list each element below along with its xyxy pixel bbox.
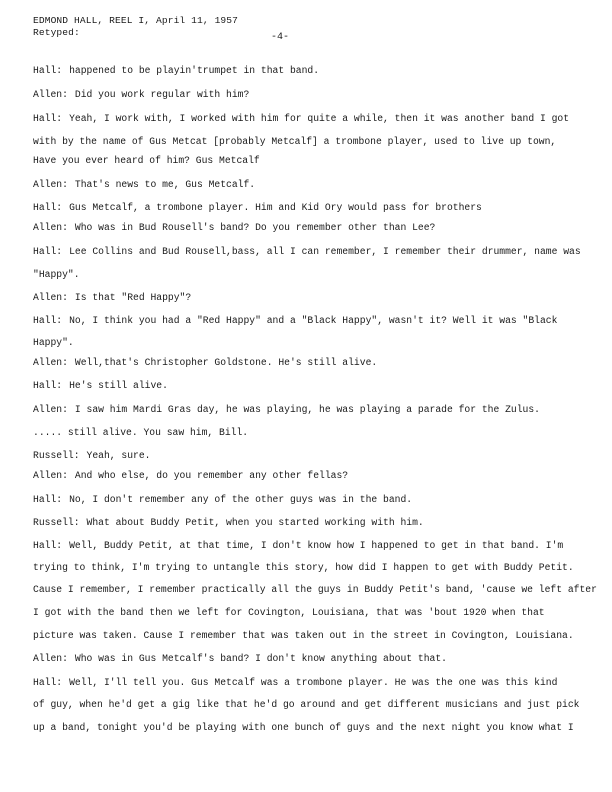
transcript-line	[33, 631, 574, 641]
transcript-line	[33, 316, 557, 326]
transcript-line	[33, 223, 435, 233]
line-text: No, I don't remember any of the other guys was in the band.	[69, 494, 413, 505]
speaker-label: Hall:	[33, 677, 63, 688]
transcript-line	[33, 203, 482, 213]
transcript-line	[33, 428, 248, 438]
line-text: Well,that's Christopher Goldstone. He's still alive.	[74, 357, 378, 368]
transcript-line	[33, 471, 348, 481]
speaker-label: Hall:	[33, 494, 63, 505]
speaker-label: Allen:	[33, 404, 68, 415]
speaker-label: Hall:	[33, 380, 63, 391]
transcript-line	[33, 654, 447, 664]
line-text: Gus Metcalf, a trombone player. Him and Kid Ory would pass for brothers	[69, 202, 482, 213]
transcript-line	[33, 405, 540, 415]
transcript-line	[33, 114, 569, 124]
transcript-line	[33, 563, 574, 573]
transcript-line	[33, 338, 74, 348]
document-title: EDMOND HALL, REEL I, April 11, 1957	[33, 15, 239, 26]
speaker-label: Allen:	[33, 222, 68, 233]
line-text: Yeah, I work with, I worked with him for quite a while, then it was another band I got	[69, 113, 570, 124]
line-text: up a band, tonight you'd be playing with one bunch of guys and the next night you know what I	[33, 722, 574, 733]
speaker-label: Hall:	[33, 315, 63, 326]
transcript-line	[33, 381, 168, 391]
line-text: I got with the band then we left for Covington, Louisiana, that was 'bout 1920 when that	[33, 607, 545, 618]
line-text: And who else, do you remember any other fellas?	[74, 470, 349, 481]
transcript-line	[33, 293, 191, 303]
speaker-label: Russell:	[33, 517, 80, 528]
line-text: Who was in Gus Metcalf's band? I don't know anything about that.	[74, 653, 447, 664]
line-text: He's still alive.	[69, 380, 168, 391]
line-text: I saw him Mardi Gras day, he was playing, he was playing a parade for the Zulus.	[74, 404, 540, 415]
line-text: ..... still alive. You saw him, Bill.	[33, 427, 249, 438]
line-text: Yeah, sure.	[86, 450, 151, 461]
line-text: Who was in Bud Rousell's band? Do you remember other than Lee?	[74, 222, 436, 233]
speaker-label: Hall:	[33, 65, 63, 76]
transcript-line	[33, 451, 150, 461]
page-number: -4-	[271, 32, 290, 43]
transcript-line	[33, 518, 424, 528]
line-text: That's news to me, Gus Metcalf.	[74, 179, 256, 190]
line-text: What about Buddy Petit, when you started working with him.	[86, 517, 424, 528]
retyped-label: Retyped:	[33, 27, 80, 38]
transcript-line	[33, 358, 377, 368]
line-text: picture was taken. Cause I remember that was taken out in the street in Covington, Louisiana.	[33, 630, 574, 641]
transcript-line	[33, 585, 597, 595]
speaker-label: Hall:	[33, 202, 63, 213]
speaker-label: Allen:	[33, 179, 68, 190]
transcript-line	[33, 678, 557, 688]
transcript-line	[33, 156, 260, 166]
line-text: happened to be playin'trumpet in that band.	[69, 65, 320, 76]
line-text: with by the name of Gus Metcat [probably Metcalf] a trombone player, used to live up town,	[33, 136, 557, 147]
speaker-label: Allen:	[33, 470, 68, 481]
line-text: Did you work regular with him?	[74, 89, 250, 100]
transcript-line	[33, 723, 574, 733]
transcript-line	[33, 90, 249, 100]
transcript-line	[33, 608, 545, 618]
line-text: Lee Collins and Bud Rousell,bass, all I can remember, I remember their drummer, name was	[69, 246, 581, 257]
speaker-label: Allen:	[33, 89, 68, 100]
line-text: trying to think, I'm trying to untangle this story, how did I happen to get with Buddy Petit.	[33, 562, 574, 573]
transcript-line	[33, 700, 579, 710]
line-text: "Happy".	[33, 269, 80, 280]
transcript-line	[33, 270, 80, 280]
speaker-label: Allen:	[33, 653, 68, 664]
transcript-line	[33, 247, 581, 257]
line-text: Well, Buddy Petit, at that time, I don't know how I happened to get in that band. I'm	[69, 540, 564, 551]
line-text: Have you ever heard of him? Gus Metcalf	[33, 155, 260, 166]
speaker-label: Hall:	[33, 540, 63, 551]
line-text: Happy".	[33, 337, 74, 348]
speaker-label: Hall:	[33, 113, 63, 124]
transcript-line	[33, 495, 412, 505]
line-text: Well, I'll tell you. Gus Metcalf was a trombone player. He was the one was this kind	[69, 677, 558, 688]
speaker-label: Russell:	[33, 450, 80, 461]
line-text: Cause I remember, I remember practically all the guys in Buddy Petit's band, 'cause we left after	[33, 584, 597, 595]
transcript-line	[33, 180, 255, 190]
transcript-line	[33, 137, 556, 147]
transcript-line	[33, 66, 319, 76]
speaker-label: Allen:	[33, 357, 68, 368]
speaker-label: Hall:	[33, 246, 63, 257]
line-text: Is that "Red Happy"?	[74, 292, 192, 303]
transcript-line	[33, 541, 563, 551]
line-text: of guy, when he'd get a gig like that he'd go around and get different musicians and just pick	[33, 699, 580, 710]
speaker-label: Allen:	[33, 292, 68, 303]
line-text: No, I think you had a "Red Happy" and a "Black Happy", wasn't it? Well it was "Black	[69, 315, 558, 326]
